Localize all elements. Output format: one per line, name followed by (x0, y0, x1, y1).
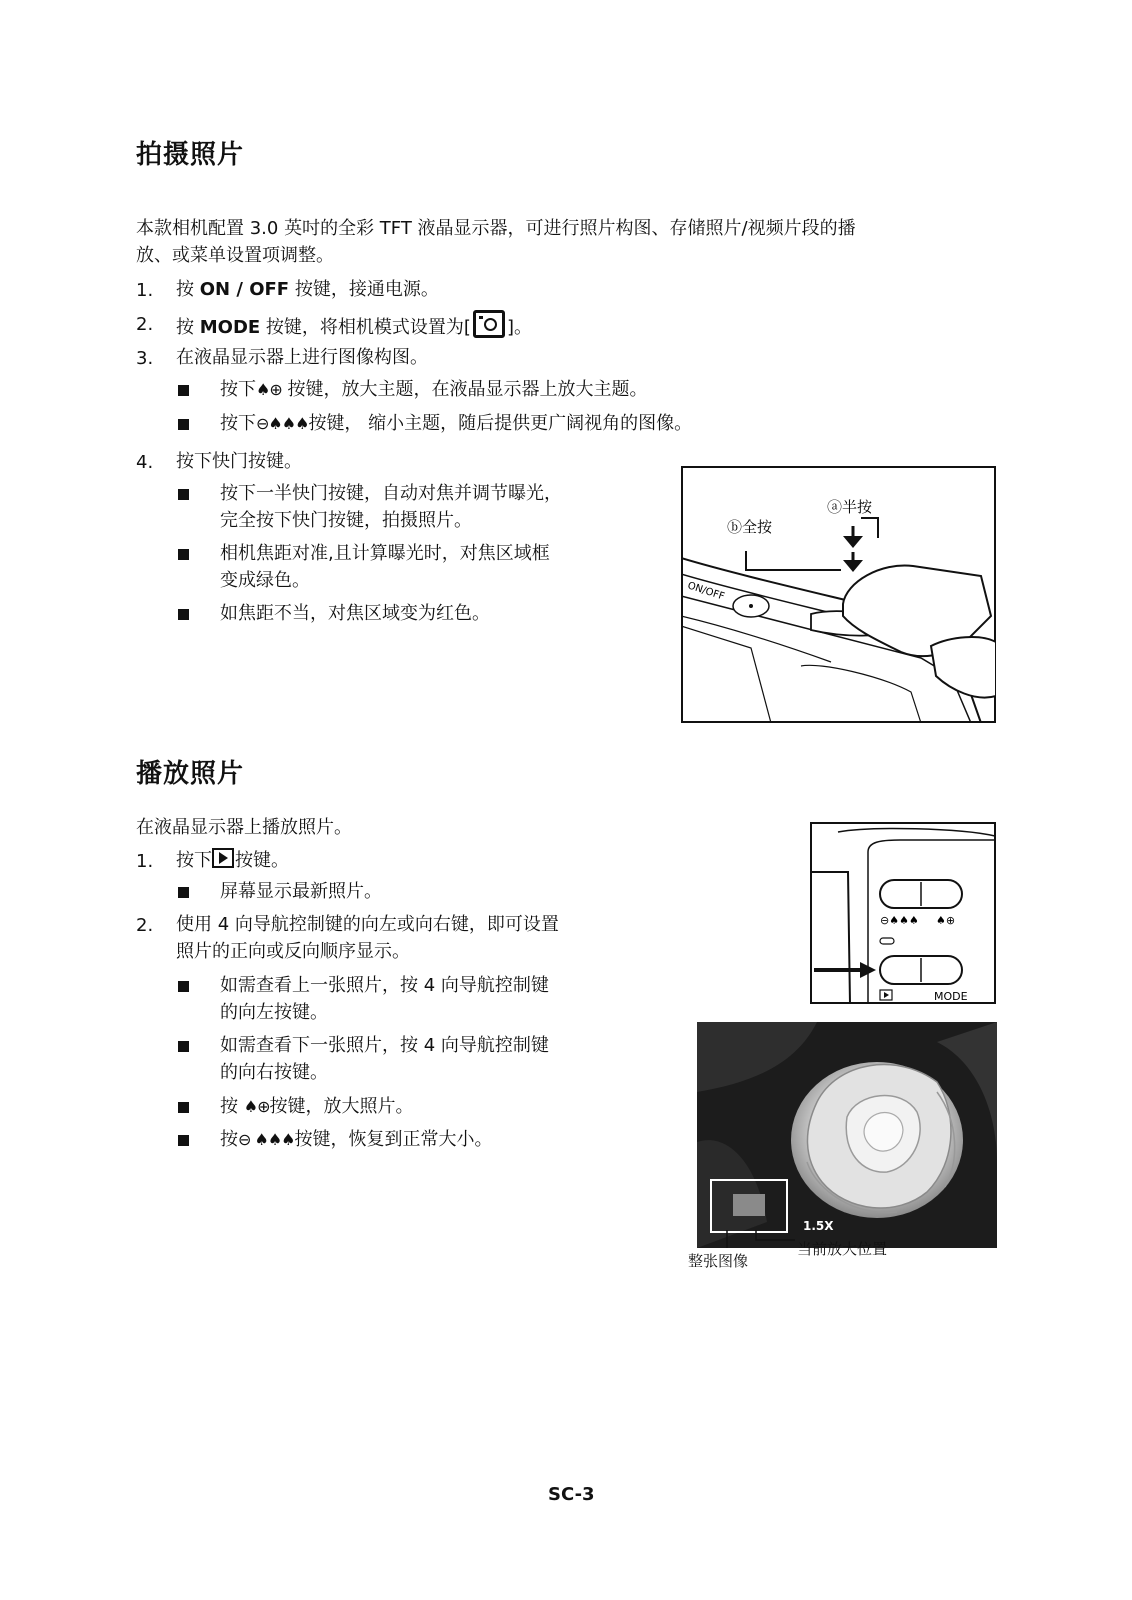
step-4: 按下快门按键。 (176, 451, 302, 472)
bullet-next-l2: 的向右按键。 (220, 1062, 328, 1083)
current-position-caption: 当前放大位置 (797, 1240, 888, 1258)
bullet-prefix: 按下 (220, 413, 256, 434)
bullet-half-press-l1: 按下一半快门按键，自动对焦并调节曝光， (220, 483, 562, 504)
playback-icon (212, 848, 234, 868)
whole-image-caption: 整张图像 (688, 1252, 749, 1270)
bullet-suffix: 按键，放大照片。 (269, 1096, 414, 1117)
bullet-square-icon (178, 887, 189, 898)
bullet-square-icon (178, 981, 189, 992)
bullet-prefix: 按 (220, 1096, 244, 1117)
step-number: 3. (136, 348, 154, 369)
bullet-square-icon (178, 489, 189, 500)
step-number: 2. (136, 915, 154, 936)
step-2-prefix: 按 (176, 317, 200, 338)
bullet-square-icon (178, 609, 189, 620)
intro-line-2: 放、或菜单设置项调整。 (136, 245, 334, 266)
bullet-zoom-out (220, 410, 692, 437)
bullet-square-icon (178, 1102, 189, 1113)
bullet-prefix: 按 (220, 1129, 238, 1150)
mode-key: MODE (199, 317, 261, 338)
bullet-square-icon (178, 419, 189, 430)
shutter-press-figure (681, 466, 996, 723)
onoff-label: ON/OFF (686, 580, 726, 603)
bullet-suffix: 按键， 缩小主题，随后提供更广阔视角的图像。 (308, 413, 693, 434)
step-1 (176, 276, 439, 303)
playback-step-1 (176, 847, 289, 874)
step-number: 1. (136, 280, 154, 301)
step-suffix: 按键。 (235, 850, 289, 871)
bullet-next-l1: 如需查看下一张照片，按 4 向导航控制键 (220, 1035, 549, 1056)
playback-step-2-l1: 使用 4 向导航控制键的向左或向右键，即可设置 (176, 914, 559, 935)
step-number: 4. (136, 452, 154, 473)
bullet-square-icon (178, 549, 189, 560)
page-number: SC-3 (548, 1484, 595, 1505)
half-press-label: ⓐ半按 (827, 498, 873, 516)
bullet-suffix: 按键，恢复到正常大小。 (294, 1129, 493, 1150)
section-title-playback: 播放照片 (136, 759, 245, 789)
bullet-focus-red: 如焦距不当，对焦区域变为红色。 (220, 603, 490, 624)
step-1-prefix: 按 (176, 279, 200, 300)
bullet-half-press-l2: 完全按下快门按键，拍摄照片。 (220, 510, 472, 531)
step-2-suffix: 按键，将相机模式设置为[ (260, 317, 471, 338)
bullet-previous-l2: 的向左按键。 (220, 1002, 328, 1023)
step-number: 2. (136, 314, 154, 335)
bullet-prefix: 按下 (220, 379, 256, 400)
camera-back-buttons-figure (810, 822, 996, 1004)
bullet-square-icon (178, 385, 189, 396)
section-title-capture: 拍摄照片 (136, 140, 245, 170)
bullet-zoom-in (220, 376, 647, 403)
intro-line-1: 本款相机配置 3.0 英吋的全彩 TFT 液晶显示器，可进行照片构图、存储照片/视频片段的播 (136, 218, 856, 239)
zoom-in-icon: ♠⊕ (243, 1097, 270, 1116)
mode-label: MODE (934, 990, 968, 1003)
bullet-square-icon (178, 1135, 189, 1146)
step-3: 在液晶显示器上进行图像构图。 (176, 347, 428, 368)
step-2 (176, 310, 532, 341)
zoom-out-icon: ⊖ ♠♠♠ (238, 1130, 295, 1149)
zoom-in-icon: ♠⊕ (256, 380, 282, 399)
bullet-latest-photo: 屏幕显示最新照片。 (220, 881, 382, 902)
zoom-out-icon: ⊖♠♠♠ (256, 414, 309, 433)
bullet-focus-green-l1: 相机焦距对准,且计算曝光时，对焦区域框 (220, 543, 550, 564)
bullet-focus-green-l2: 变成绿色。 (220, 570, 310, 591)
full-press-label: ⓑ全按 (727, 518, 773, 536)
step-1-suffix: 按键，接通电源。 (289, 279, 439, 300)
zoom-out-label: ⊖♠♠♠ (880, 914, 919, 927)
bullet-square-icon (178, 1041, 189, 1052)
step-number: 1. (136, 851, 154, 872)
zoom-in-label: ♠⊕ (936, 914, 956, 927)
playback-intro: 在液晶显示器上播放照片。 (136, 817, 352, 838)
playback-step-2-l2: 照片的正向或反向顺序显示。 (176, 941, 410, 962)
zoomed-photo-figure (697, 1022, 997, 1248)
step-2-end: ]。 (506, 317, 532, 338)
step-prefix: 按下 (176, 850, 212, 871)
bullet-zoom-photo (220, 1093, 413, 1120)
on-off-key: ON / OFF (199, 279, 290, 300)
bullet-restore-size (220, 1126, 493, 1153)
camera-mode-icon (473, 310, 505, 338)
bullet-previous-l1: 如需查看上一张照片，按 4 向导航控制键 (220, 975, 549, 996)
zoom-level-label: 1.5X (803, 1219, 834, 1233)
bullet-suffix: 按键，放大主题，在液晶显示器上放大主题。 (281, 379, 648, 400)
